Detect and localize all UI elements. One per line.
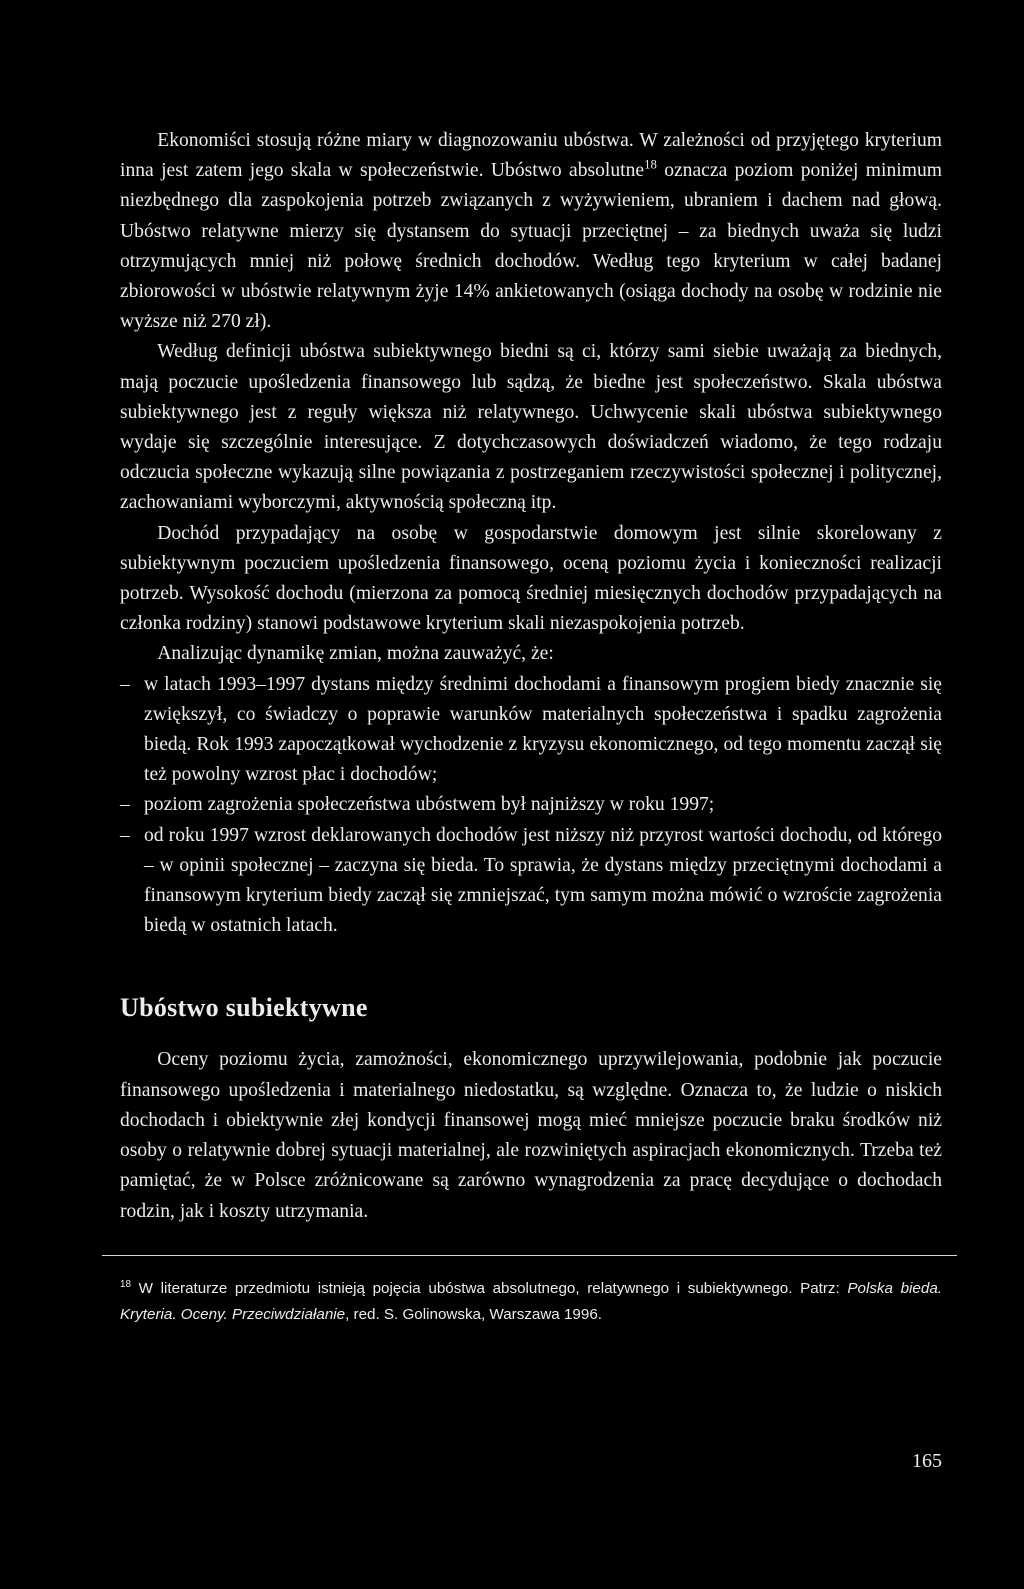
footnote-title: Polska bieda. Kryteria. Oceny. Przeciwdziałanie: [120, 1279, 942, 1323]
list-item-text: w latach 1993–1997 dystans między średnimi dochodami a finansowym progiem biedy znacznie się zwiększył, co świadczy o poprawie warunków materialnych społeczeństwa i spadku zagrożenia biedą. Rok 1993 zapoczątkował wychodzenie z kryzysu ekonomicznego, od tego momentu zaczął się też powolny wzrost płac i dochodów;: [144, 673, 942, 786]
document-page: [120, 126, 942, 1328]
list-item-text: od roku 1997 wzrost deklarowanych dochodów jest niższy niż przyrost wartości dochodu, od którego – w opinii społecznej – zaczyna się bieda. To sprawia, że dystans między przeciętnymi dochodami a finansowym kryterium biedy zaczął się zmniejszać, tym samym można mówić o wzroście zagrożenia biedą w ostatnich latach.: [144, 824, 942, 937]
dynamics-list: [120, 670, 942, 942]
footnote-text-after: , red. S. Golinowska, Warszawa 1996.: [345, 1305, 602, 1323]
dash-mark: –: [120, 824, 130, 846]
list-item-text: poziom zagrożenia społeczeństwa ubóstwem był najniższy w roku 1997;: [144, 794, 715, 816]
footnote-number: 18: [120, 1278, 131, 1290]
footnote-divider: [102, 1255, 957, 1256]
paragraph-subjective-definition: Według definicji ubóstwa subiektywnego biedni są ci, którzy sami siebie uważają za biednych, mają poczucie upośledzenia finansowego lub sądzą, że biedne jest społeczeństwo. Skala ubóstwa subiektywnego jest z reguły większa niż relatywnego. Uchwycenie skali ubóstwa subiektywnego wydaje się szczególnie interesujące. Z dotychczasowych doświadczeń wiadomo, że tego rodzaju odczucia społeczne wykazują silne powiązania z postrzeganiem rzeczywistości społecznej i politycznej, zachowaniami wyborczymi, aktywnością społeczną itp.: [120, 341, 942, 514]
paragraph-measures-text-cont: oznacza poziom poniżej minimum niezbędnego dla zaspokojenia potrzeb związanych z wyżywieniem, ubraniem i dachem nad głową. Ubóstwo relatywne mierzy się dystansem do sytuacji przeciętnej – za biednych uważa się ludzi otrzymujących mniej niż połowę średnich dochodów. Według tego kryterium w całej badanej zbiorowości w ubóstwie relatywnym żyje 14% ankietowanych (osiąga dochody na osobę w rodzinie nie wyższe niż 270 zł).: [120, 160, 942, 333]
paragraph-measures: [120, 126, 942, 337]
paragraph-measures-text: Ekonomiści stosują różne miary w diagnozowaniu ubóstwa. W zależności od przyjętego kryterium inna jest zatem jego skala w społeczeństwie. Ubóstwo absolutne: [120, 130, 942, 182]
dash-mark: –: [120, 673, 130, 695]
list-item: [120, 790, 942, 820]
list-item: [120, 670, 942, 791]
footnote-text-before: W literaturze przedmiotu istnieją pojęcia ubóstwa absolutnego, relatywnego i subiektywnego. Patrz:: [130, 1279, 848, 1297]
dash-mark: –: [120, 794, 130, 816]
footnote-reference[interactable]: 18: [644, 157, 657, 172]
paragraph-subjective-poverty: Oceny poziomu życia, zamożności, ekonomicznego uprzywilejowania, podobnie jak poczucie finansowego upośledzenia i materialnego niedostatku, są względne. Oznacza to, że ludzie o niskich dochodach i obiektywnie złej kondycji finansowej mogą mieć mniejsze poczucie braku środków niż osoby o relatywnie dobrej sytuacji materialnej, ale rozwiniętych aspiracjach ekonomicznych. Trzeba też pamiętać, że w Polsce zróżnicowane są zarówno wynagrodzenia za pracę decydujące o dochodach rodzin, jak i koszty utrzymania.: [120, 1049, 942, 1222]
paragraph-dynamics-intro: Analizując dynamikę zmian, można zauważyć, że:: [157, 643, 554, 665]
footnote: [120, 1276, 942, 1328]
section-heading: Ubóstwo subiektywne: [120, 993, 368, 1023]
page-number: 165: [912, 1450, 942, 1472]
paragraph-income: Dochód przypadający na osobę w gospodarstwie domowym jest silnie skorelowany z subiektywnym poczuciem upośledzenia finansowego, oceną poziomu życia i konieczności realizacji potrzeb. Wysokość dochodu (mierzona za pomocą średniej miesięcznych dochodów przypadających na członka rodziny) stanowi podstawowe kryterium skali niezaspokojenia potrzeb.: [120, 522, 942, 635]
list-item: [120, 821, 942, 942]
